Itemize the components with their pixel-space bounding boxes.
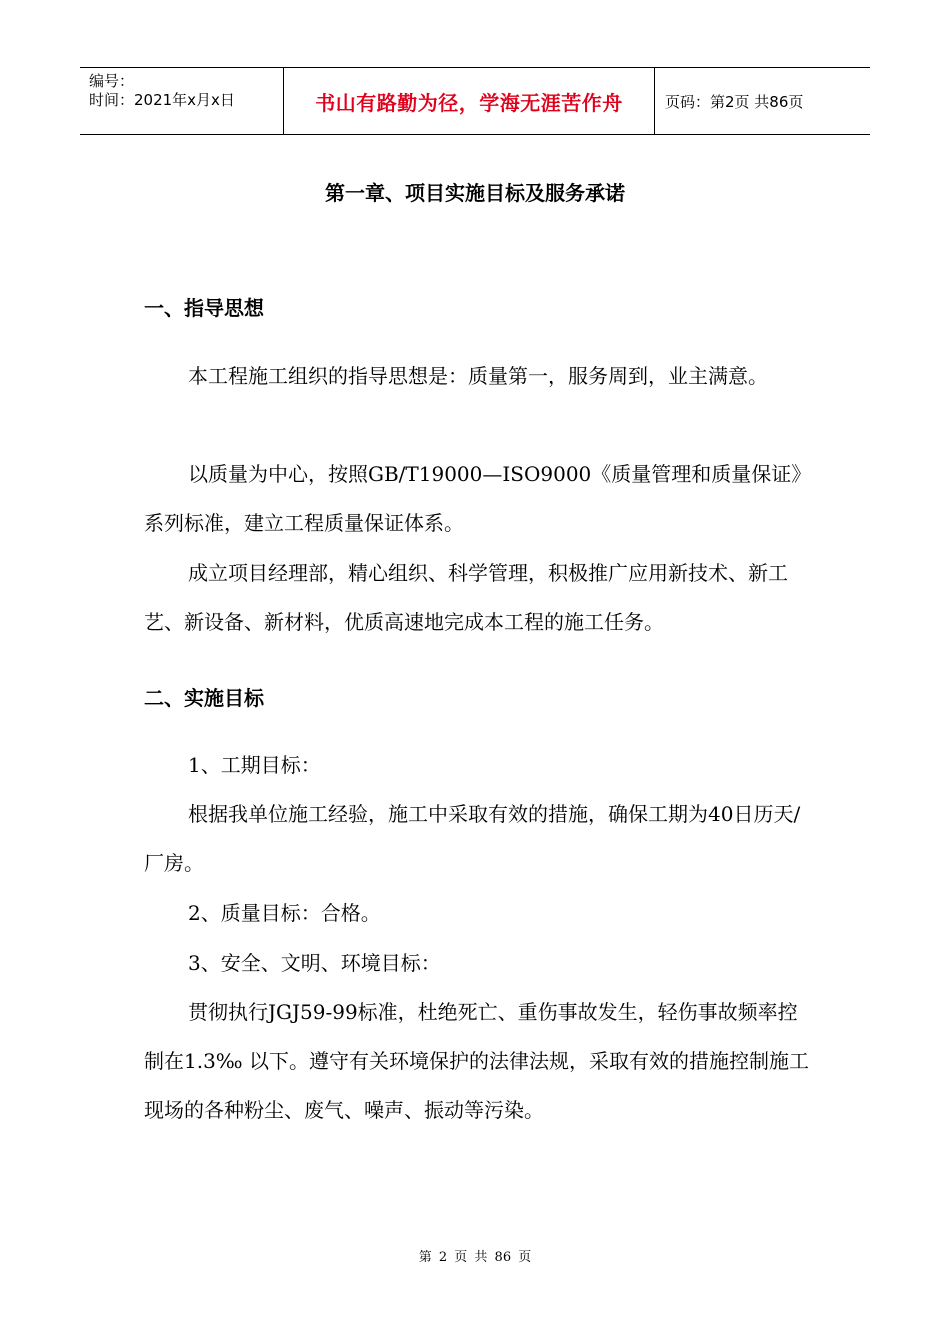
header-motto: 书山有路勤为径，学海无涯苦作舟	[283, 68, 655, 134]
paragraph-6: 2、质量目标：合格。	[188, 901, 381, 925]
paragraph-1: 本工程施工组织的指导思想是：质量第一，服务周到，业主满意。	[188, 364, 768, 388]
page-header	[80, 67, 870, 135]
paragraph-4: 1、工期目标：	[188, 753, 321, 777]
header-meta	[80, 68, 283, 134]
section-heading-2: 二、实施目标	[144, 686, 264, 710]
paragraph-3: 成立项目经理部，精心组织、科学管理，积极推广应用新技术、新工艺、新设备、新材料，优质高速地完成本工程的施工任务。	[144, 561, 788, 634]
chapter-title: 第一章、项目实施目标及服务承诺	[325, 181, 625, 205]
time-label: 时间：2021年x月x日	[89, 91, 235, 109]
paragraph-5: 根据我单位施工经验，施工中采取有效的措施，确保工期为40日历天/厂房。	[144, 802, 801, 875]
paragraph-2: 以质量为中心，按照GB/T19000—ISO9000《质量管理和质量保证》系列标准，建立工程质量保证体系。	[144, 462, 812, 535]
paragraph-7: 3、安全、文明、环境目标：	[188, 951, 441, 975]
section-heading-1: 一、指导思想	[144, 296, 264, 320]
paragraph-8: 贯彻执行JGJ59-99标准，杜绝死亡、重伤事故发生，轻伤事故频率控制在1.3‰ 以下。遵守有关环境保护的法律法规，采取有效的措施控制施工现场的各种粉尘、废气、噪声、振动等污染。	[144, 1000, 809, 1122]
page-footer: 第 2 页 共 86 页	[418, 1250, 532, 1265]
number-label: 编号：	[89, 72, 135, 90]
header-page-info: 页码：第2页 共86页	[665, 92, 804, 111]
